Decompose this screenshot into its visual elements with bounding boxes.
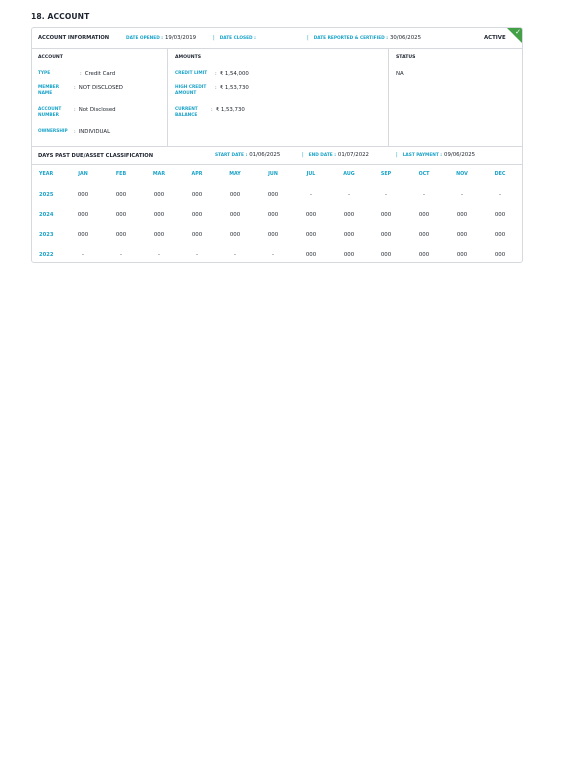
dpd-cell: - xyxy=(423,192,425,198)
account-number-label: ACCOUNT NUMBER xyxy=(38,107,62,118)
dpd-year-2023: 2023 xyxy=(39,232,54,238)
date-reported-value: 30/06/2025 xyxy=(389,35,422,41)
dpd-cell: - xyxy=(385,192,387,198)
current-balance-row xyxy=(175,107,245,119)
dpd-cell: 000 xyxy=(305,232,317,238)
colon: : xyxy=(74,85,76,91)
dpd-cell: 000 xyxy=(418,252,430,258)
dpd-header xyxy=(32,146,523,165)
account-info-title: ACCOUNT INFORMATION xyxy=(38,35,110,41)
ownership-value: INDIVIDUAL xyxy=(78,129,111,135)
dpd-cell: 000 xyxy=(153,192,165,198)
colon: : xyxy=(74,107,76,113)
member-value: NOT DISCLOSED xyxy=(78,85,123,91)
dpd-cell: 000 xyxy=(494,212,506,218)
separator: | xyxy=(307,35,309,41)
dpd-header-jan: JAN xyxy=(78,172,88,177)
dpd-cell: 000 xyxy=(418,232,430,238)
dpd-cell: 000 xyxy=(456,232,468,238)
dpd-header-mar: MAR xyxy=(152,172,166,177)
last-payment-label: LAST PAYMENT : xyxy=(402,153,443,158)
dpd-cell: 000 xyxy=(305,212,317,218)
account-section xyxy=(32,48,168,146)
last-payment xyxy=(396,152,475,158)
dpd-header-feb: FEB xyxy=(115,172,127,177)
credit-limit-row xyxy=(175,71,249,77)
dpd-cell: 000 xyxy=(229,212,241,218)
dpd-cell: 000 xyxy=(77,232,89,238)
end-date-value: 01/07/2022 xyxy=(337,152,369,158)
dpd-cell: 000 xyxy=(191,192,203,198)
type-value: Credit Card xyxy=(84,71,116,77)
dpd-cell: 000 xyxy=(380,252,392,258)
dpd-cell: 000 xyxy=(115,232,127,238)
start-date-value: 01/06/2025 xyxy=(249,152,281,158)
dpd-cell: - xyxy=(196,252,198,258)
dpd-header-jul: JUL xyxy=(306,172,316,177)
separator: | xyxy=(302,152,304,158)
credit-limit-value: ₹ 1,54,000 xyxy=(219,71,249,77)
colon: : xyxy=(211,107,213,113)
dpd-year-2025: 2025 xyxy=(39,192,54,198)
status-section-title: STATUS xyxy=(396,55,416,60)
credit-limit-label: CREDIT LIMIT xyxy=(175,71,208,76)
dpd-cell: - xyxy=(348,192,350,198)
dpd-header-dec: DEC xyxy=(494,172,506,177)
start-date-label: START DATE : xyxy=(215,153,248,158)
dpd-cell: 000 xyxy=(494,232,506,238)
dpd-cell: 000 xyxy=(229,192,241,198)
dpd-cell: 000 xyxy=(229,232,241,238)
dpd-cell: 000 xyxy=(191,212,203,218)
section-title: 18. ACCOUNT xyxy=(31,12,90,21)
dpd-cell: 000 xyxy=(153,212,165,218)
dpd-cell: 000 xyxy=(267,212,279,218)
dpd-cell: 000 xyxy=(115,192,127,198)
colon: : xyxy=(80,71,82,77)
high-credit-value: ₹ 1,53,730 xyxy=(219,85,249,91)
dpd-cell: 000 xyxy=(380,212,392,218)
member-label: MEMBER NAME xyxy=(38,85,60,96)
dpd-cell: 000 xyxy=(343,212,355,218)
date-opened xyxy=(126,35,196,41)
dpd-cell: 000 xyxy=(456,252,468,258)
dpd-cell: 000 xyxy=(305,252,317,258)
type-label: TYPE xyxy=(38,71,51,76)
dpd-header-nov: NOV xyxy=(456,172,468,177)
current-balance-value: ₹ 1,53,730 xyxy=(215,107,245,113)
date-closed xyxy=(213,35,258,41)
status-badge: ACTIVE xyxy=(484,35,506,41)
dpd-cell: 000 xyxy=(153,232,165,238)
dpd-header-oct: OCT xyxy=(418,172,430,177)
dpd-title: DAYS PAST DUE/ASSET CLASSIFICATION xyxy=(38,153,154,159)
dpd-cell: 000 xyxy=(115,212,127,218)
high-credit-label: HIGH CREDIT AMOUNT xyxy=(175,85,207,96)
dpd-header-may: MAY xyxy=(229,172,241,177)
dpd-cell: - xyxy=(499,192,501,198)
dpd-header-apr: APR xyxy=(191,172,203,177)
date-opened-label: DATE OPENED : xyxy=(126,36,163,41)
separator: | xyxy=(213,35,215,41)
current-balance-label: CURRENT BALANCE xyxy=(175,107,198,118)
dpd-cell: 000 xyxy=(418,212,430,218)
account-number-value: Not Disclosed xyxy=(78,107,116,113)
dpd-cell: 000 xyxy=(456,212,468,218)
dpd-cell: 000 xyxy=(267,192,279,198)
colon: : xyxy=(215,71,217,77)
dpd-cell: 000 xyxy=(380,232,392,238)
status-value: NA xyxy=(396,71,404,77)
dpd-cell: - xyxy=(120,252,122,258)
dpd-year-2024: 2024 xyxy=(39,212,54,218)
check-icon: ✓ xyxy=(515,28,521,36)
ownership-label: OWNERSHIP xyxy=(38,129,68,134)
dpd-cell: 000 xyxy=(77,212,89,218)
dpd-cell: 000 xyxy=(343,252,355,258)
amounts-section xyxy=(168,48,389,146)
dpd-header-jun: JUN xyxy=(268,172,278,177)
end-date xyxy=(302,152,369,158)
date-reported xyxy=(307,35,421,41)
account-section-title: ACCOUNT xyxy=(38,55,63,60)
dpd-header-aug: AUG xyxy=(343,172,355,177)
separator: | xyxy=(396,152,398,158)
dpd-cell: - xyxy=(461,192,463,198)
colon: : xyxy=(74,129,76,135)
type-row xyxy=(38,71,115,77)
start-date xyxy=(215,152,280,158)
dpd-cell: 000 xyxy=(77,192,89,198)
date-opened-value: 19/03/2019 xyxy=(164,35,197,41)
status-section xyxy=(389,48,523,146)
member-row xyxy=(38,85,123,97)
date-closed-label: DATE CLOSED : xyxy=(219,36,256,41)
dpd-cell: 000 xyxy=(494,252,506,258)
account-card xyxy=(31,27,523,263)
end-date-label: END DATE : xyxy=(308,153,336,158)
high-credit-row xyxy=(175,85,249,97)
dpd-cell: - xyxy=(310,192,312,198)
dpd-cell: - xyxy=(158,252,160,258)
dpd-header-year: YEAR xyxy=(39,172,54,177)
dpd-year-2022: 2022 xyxy=(39,252,54,258)
dpd-header-sep: SEP xyxy=(380,172,392,177)
dpd-cell: 000 xyxy=(267,232,279,238)
date-reported-label: DATE REPORTED & CERTIFIED : xyxy=(313,36,388,41)
colon: : xyxy=(215,85,217,91)
amounts-section-title: AMOUNTS xyxy=(175,55,202,60)
dpd-cell: 000 xyxy=(343,232,355,238)
account-number-row xyxy=(38,107,116,119)
ownership-row xyxy=(38,129,110,135)
dpd-cell: - xyxy=(234,252,236,258)
dpd-cell: - xyxy=(82,252,84,258)
dpd-cell: - xyxy=(272,252,274,258)
dpd-cell: 000 xyxy=(191,232,203,238)
account-info-header xyxy=(32,28,523,49)
last-payment-value: 09/06/2025 xyxy=(444,152,476,158)
